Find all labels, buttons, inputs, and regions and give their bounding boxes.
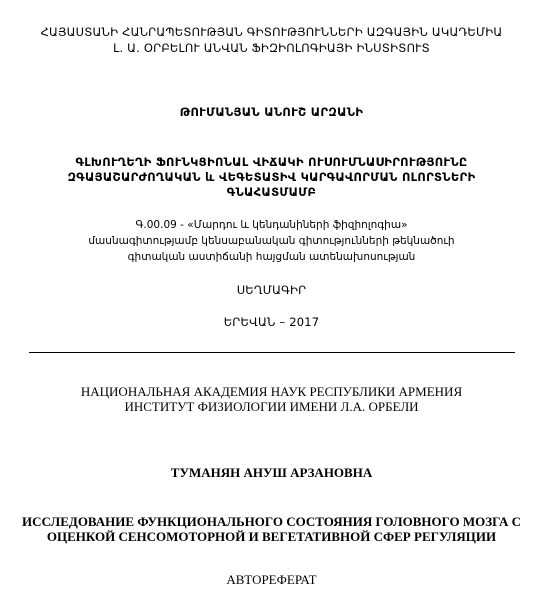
armenian-city-year: ԵՐԵՎԱՆ – 2017 [223,315,320,329]
armenian-title-line-1: ԳԼԽՈՒՂԵՂԻ ՖՈՒՆԿՑԻՈՆԱԼ ՎԻՃԱԿԻ ՈՒՍՈՒՄՆԱՍԻՐՈՒԹՅՈՒՆԸ [75,155,468,169]
russian-institution-line-1: НАЦИОНАЛЬНАЯ АКАДЕМИЯ НАУК РЕСПУБЛИКИ АРМЕНИЯ [80,384,463,399]
russian-author-name: ТУМАНЯН АНУШ АРЗАНОВНА [170,465,373,480]
section-divider [29,352,515,353]
armenian-institution-line-1: ՀԱՅԱՍՏԱՆԻ ՀԱՆՐԱՊԵՏՈՒԹՅԱՆ ԳԻՏՈՒԹՅՈՒՆՆԵՐԻ ԱԶԳԱՅԻՆ ԱԿԱԴԵՄԻԱ [40,25,503,39]
armenian-specialty-line-3: գիտական աստիճանի հայցման ատենախոսության [127,251,416,263]
armenian-specialty-line-1: Գ.00.09 - «Մարդու և կենդանիների ֆիզիոլոգիա» [135,219,408,231]
armenian-document-type: ՍԵՂՄԱԳԻՐ [236,283,307,297]
armenian-author-name: ԹՈՒՄԱՆՅԱՆ ԱՆՈՒՇ ԱՐԶԱՆԻ [179,105,364,119]
russian-institution-line-2: ИНСТИТУТ ФИЗИОЛОГИИ ИМЕНИ Л.А. ОРБЕЛИ [124,399,419,414]
armenian-institution-line-2: Լ. Ա. ՕՐԲԵԼՈՒ ԱՆՎԱՆ ՖԻԶԻՈԼՈԳԻԱՅԻ ԻՆՍՏԻՏՈՒՏ [113,41,430,55]
armenian-title-line-3: ԳՆԱՀԱՏՄԱՄԲ [226,185,317,199]
russian-document-type: АВТОРЕФЕРАТ [226,572,317,587]
russian-title-line-2: ОЦЕНКОЙ СЕНСОМОТОРНОЙ И ВЕГЕТАТИВНОЙ СФЕР РЕГУЛЯЦИИ [46,529,497,544]
armenian-specialty-line-2: մասնագիտությամբ կենսաբանական գիտությունների թեկնածուի [88,235,455,247]
armenian-title-line-2: ԶԳԱՅԱՇԱՐԺՈՂԱԿԱՆ և ՎԵԳԵՏԱՏԻՎ ԿԱՐԳԱՎՈՐՄԱՆ ՈԼՈՐՏՆԵՐԻ [67,170,476,184]
russian-title-line-1: ИССЛЕДОВАНИЕ ФУНКЦИОНАЛЬНОГО СОСТОЯНИЯ ГОЛОВНОГО МОЗГА С [21,514,522,529]
